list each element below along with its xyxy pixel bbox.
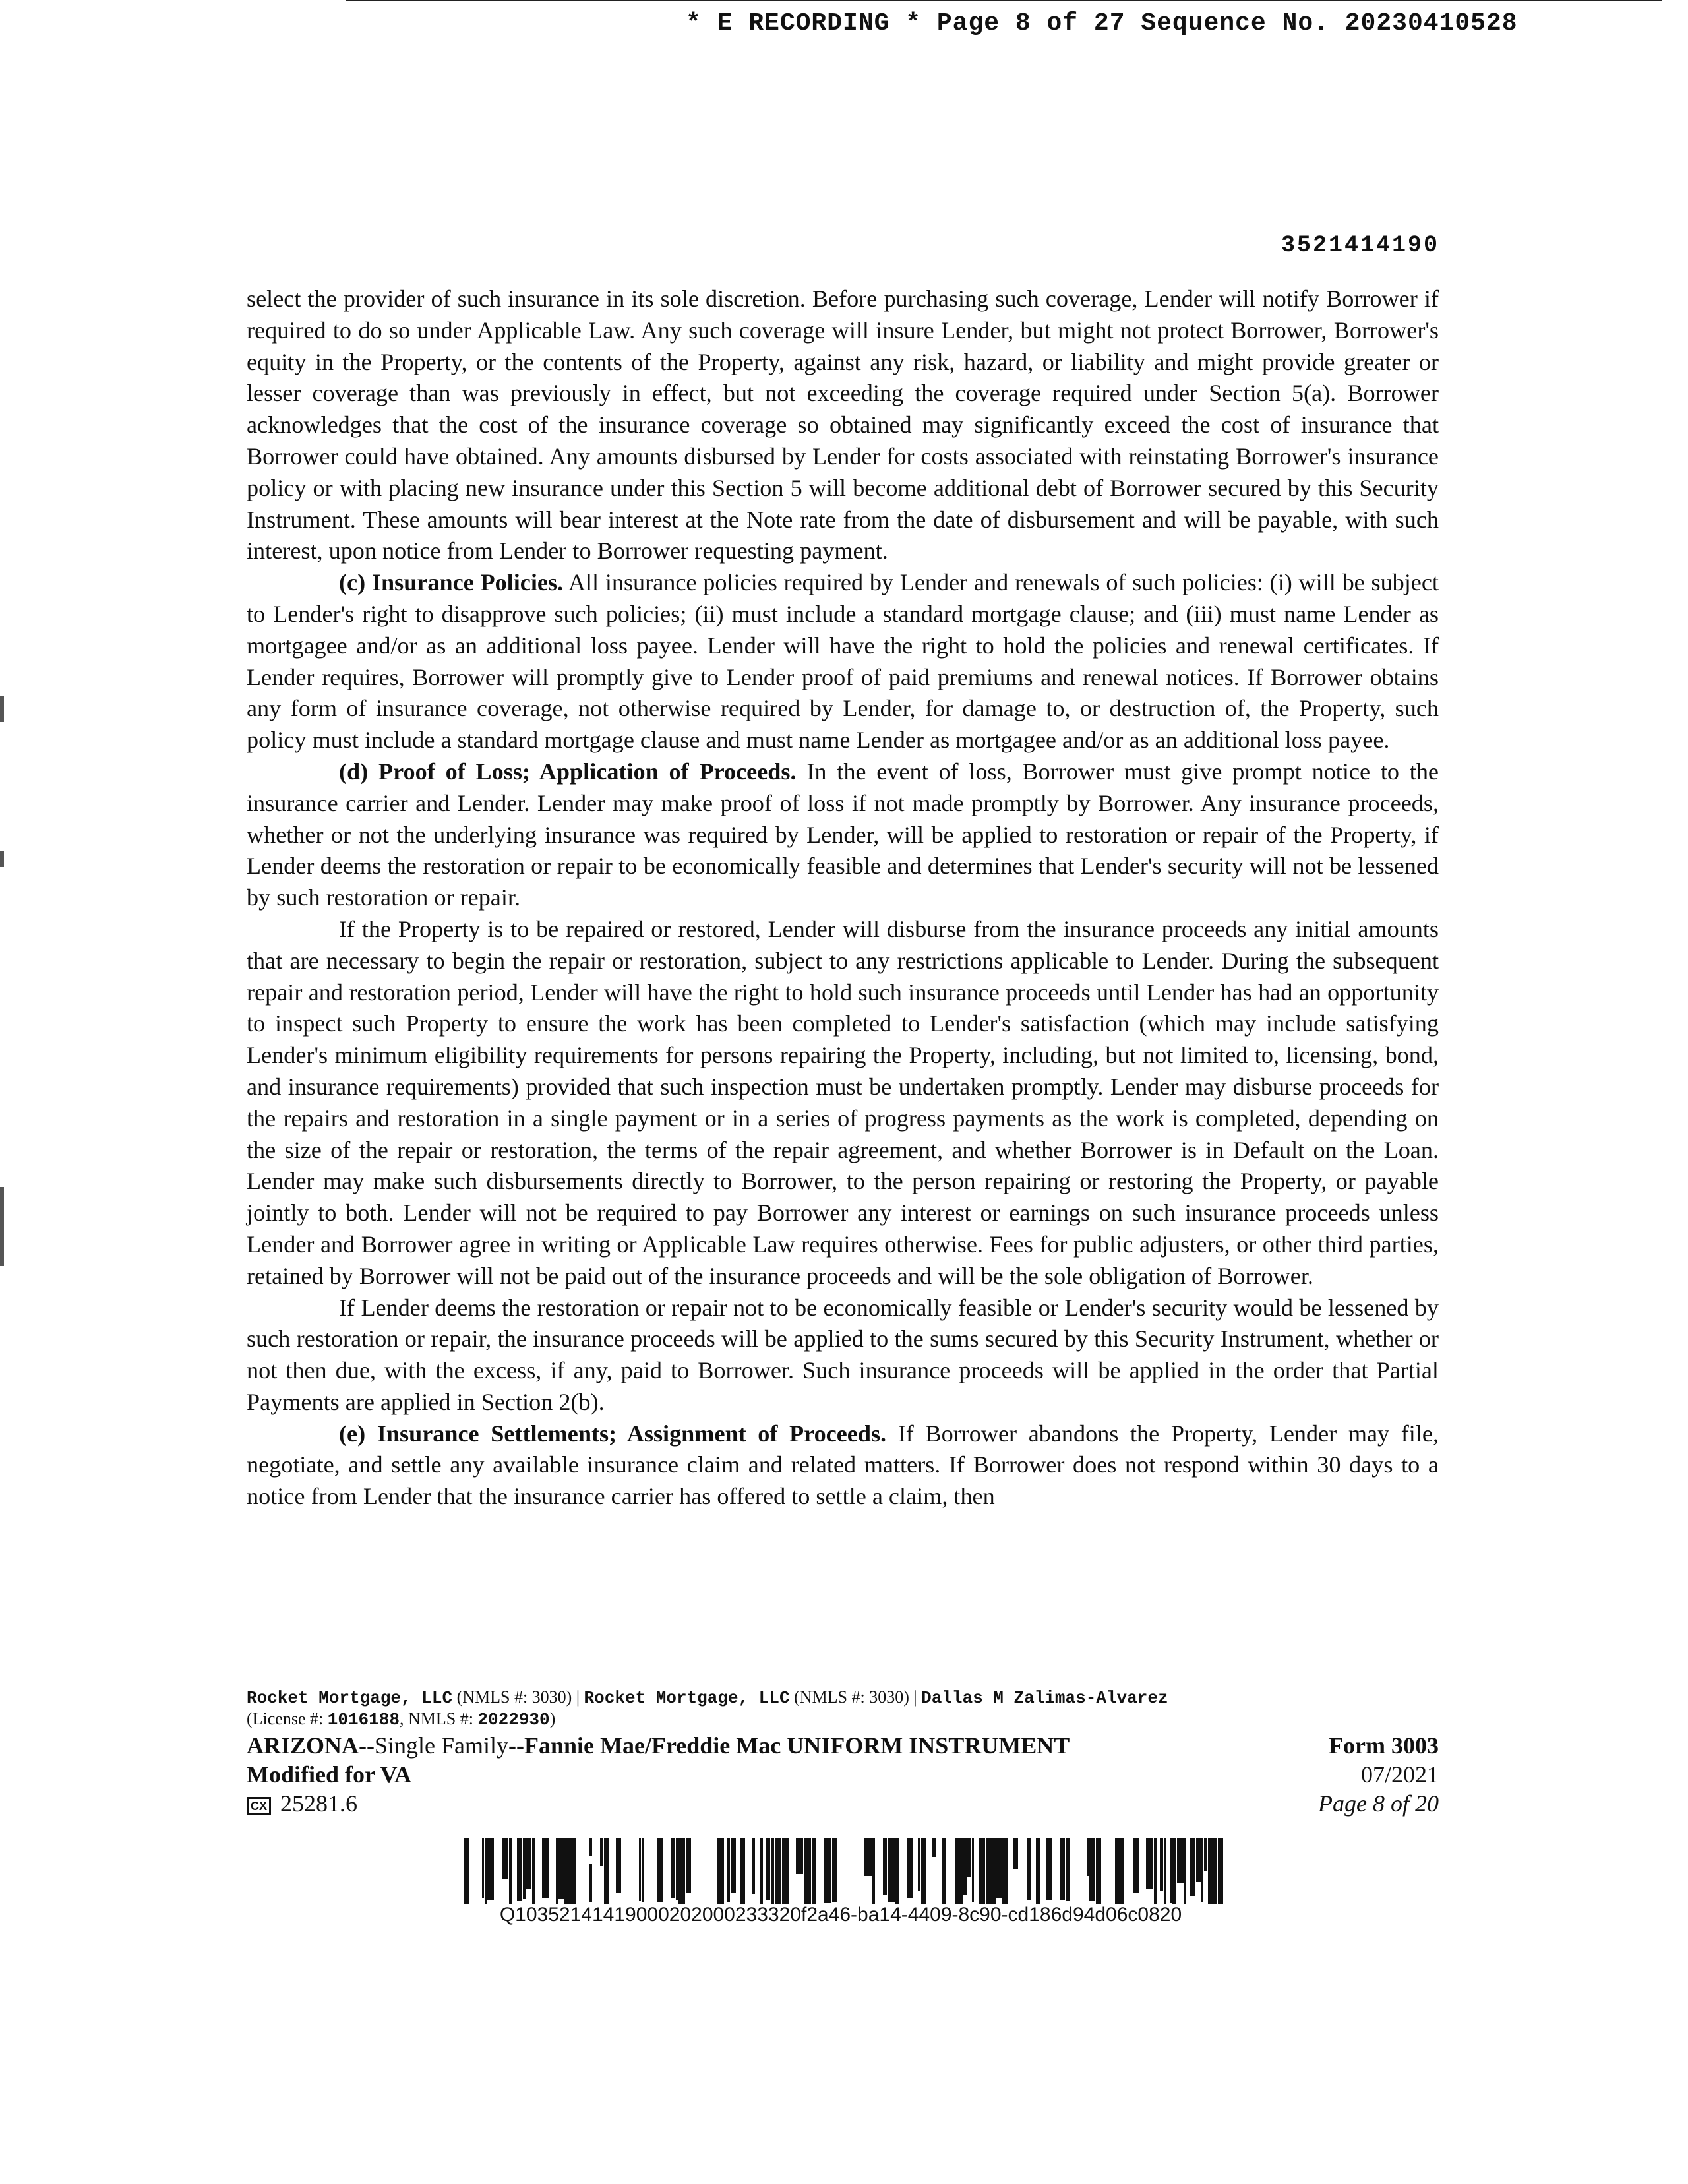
form-instrument: --Fannie Mae/Freddie Mac UNIFORM INSTRUMENT — [508, 1732, 1070, 1759]
paren-close: ) — [549, 1709, 556, 1728]
license-label: (License #: — [247, 1709, 328, 1728]
form-date: 07/2021 — [1360, 1761, 1439, 1788]
nmls-text: (NMLS #: 3030) | — [789, 1687, 922, 1707]
nmls-text: (NMLS #: 3030) | — [452, 1687, 584, 1707]
scan-edge-mark — [0, 851, 4, 867]
form-number — [1318, 1731, 1439, 1760]
section-heading-c: (c) Insurance Policies. — [339, 569, 564, 596]
modified-label: Modified for VA — [247, 1761, 412, 1788]
section-heading-e: (e) Insurance Settlements; Assignment of Proceeds. — [339, 1420, 887, 1447]
paragraph-not-feasible: If Lender deems the restoration or repair not to be economically feasible or Lender's security would be lessened by such restoration or repair, the insurance proceeds will be applied to the sums secured by this Security Instrument, whether or not then due, with the excess, if any, paid to Borrower. Such insurance proceeds will be applied in the order that Partial Payments are applied in Section 2(b). — [247, 1294, 1439, 1415]
paragraph-text: In the event of loss, Borrower must give prompt notice to the insurance carrier and Lender. Lender may make proof of loss if not made promptly by Borrower. Any insurance proceeds, whether or not the underlying insurance was required by Lender, will be applied to restoration or repair of the Property, if Lender deems the restoration or repair to be economically feasible and determines that Lender's security will not be lessened by such restoration or repair. — [247, 758, 1439, 911]
form-meta — [1318, 1731, 1439, 1818]
company-name: Rocket Mortgage, LLC — [584, 1688, 790, 1708]
state-name: ARIZONA — [247, 1732, 359, 1759]
recording-header: * E RECORDING * Page 8 of 27 Sequence No. 20230410528 — [686, 9, 1518, 38]
doc-code-line — [247, 1789, 1070, 1818]
form-type: Single Family — [375, 1732, 509, 1759]
cx-logo-icon: CX — [247, 1797, 271, 1815]
lender-line-1 — [247, 1687, 1439, 1709]
lender-line-2 — [247, 1709, 1439, 1730]
separator: -- — [359, 1732, 375, 1759]
loan-originator: Dallas M Zalimas-Alvarez — [921, 1688, 1168, 1708]
paragraph-insurance-policies — [247, 567, 1439, 756]
barcode-text: Q10352141419000202000233320f2a46-ba14-4409-8c90-cd186d94d06c0820 — [499, 1904, 1182, 1926]
top-border-line — [346, 0, 1662, 1]
loan-number: 3521414190 — [1281, 232, 1439, 258]
license-number: 1016188 — [327, 1710, 400, 1730]
paragraph-proof-of-loss — [247, 756, 1439, 914]
scan-edge-mark — [0, 1187, 4, 1266]
lender-credit-line — [247, 1687, 1439, 1730]
barcode-image — [458, 1838, 1223, 1904]
paragraph-continuation: select the provider of such insurance in its sole discretion. Before purchasing such coverage, Lender will notify Borrower if required to do so under Applicable Law. Any such coverage will insure Lender, but might not protect Borrower, Borrower's equity in the Property, or the contents of the Property, against any risk, hazard, or liability and might provide greater or lesser coverage than was previously in effect, but not exceeding the coverage required under Section 5(a). Borrower acknowledges that the cost of the insurance coverage so obtained may significantly exceed the cost of insurance that Borrower could have obtained. Any amounts disbursed by Lender for costs associated with reinstating Borrower's insurance policy or with placing new insurance under this Section 5 will become additional debt of Borrower secured by this Security Instrument. These amounts will bear interest at the Note rate from the date of disbursement and will be payable, with such interest, upon notice from Lender to Borrower requesting payment. — [247, 286, 1439, 564]
form-number-text: Form 3003 — [1329, 1732, 1439, 1759]
document-body — [247, 284, 1439, 1513]
page-label-text: Page 8 of 20 — [1318, 1790, 1439, 1817]
section-heading-d: (d) Proof of Loss; Application of Proceeds. — [339, 758, 797, 785]
paragraph-repair-restoration: If the Property is to be repaired or restored, Lender will disburse from the insurance proceeds any initial amounts that are necessary to begin the repair or restoration, subject to any restrictions applicable to Lender. During the subsequent repair and restoration period, Lender will have the right to hold such insurance proceeds until Lender has had an opportunity to inspect such Property to ensure the work has been completed to Lender's satisfaction (which may include satisfying Lender's minimum eligibility requirements for persons repairing the Property, including, but not limited to, licensing, bond, and insurance requirements) provided that such inspection must be undertaken promptly. Lender may disburse proceeds for the repairs and restoration in a single payment or in a series of progress payments as the work is completed, depending on the size of the repair or restoration, the terms of the repair agreement, and whether Borrower is in Default on the Loan. Lender may make such disbursements directly to Borrower, to the person repairing or restoring the Property, or payable jointly to both. Lender will not be required to pay Borrower any interest or earnings on such insurance proceeds unless Lender and Borrower agree in writing or Applicable Law requires otherwise. Fees for public adjusters, or other third parties, retained by Borrower will not be paid out of the insurance proceeds and will be the sole obligation of Borrower. — [247, 915, 1439, 1289]
modified-line — [247, 1760, 1070, 1789]
paragraph-text: If Borrower abandons the Property, Lender may file, negotiate, and settle any available insurance claim and related matters. If Borrower does not respond within 30 days to a notice from Lender that the insurance carrier has offered to settle a claim, then — [247, 1420, 1439, 1510]
paragraph-insurance-settlements — [247, 1418, 1439, 1513]
page-label — [1318, 1789, 1439, 1818]
scan-edge-mark — [0, 696, 4, 722]
doc-code: 25281.6 — [280, 1790, 358, 1817]
paragraph-text: All insurance policies required by Lender and renewals of such policies: (i) will be subject to Lender's right to disapprove such policies; (ii) must include a standard mortgage clause; and (iii) must name Lender as mortgagee and/or as an additional loss payee. Lender will have the right to hold the policies and renewal certificates. If Lender requires, Borrower will promptly give to Lender proof of paid premiums and renewal notices. If Borrower obtains any form of insurance coverage, not otherwise required by Lender, for damage to, or destruction of, the Property, such policy must include a standard mortgage clause and must name Lender as mortgagee and/or as an additional loss payee. — [247, 569, 1439, 754]
company-name: Rocket Mortgage, LLC — [247, 1688, 453, 1708]
nmls-number: 2022930 — [477, 1710, 550, 1730]
form-title-line — [247, 1731, 1070, 1760]
nmls-label: , NMLS #: — [399, 1709, 478, 1728]
form-description — [247, 1731, 1070, 1818]
